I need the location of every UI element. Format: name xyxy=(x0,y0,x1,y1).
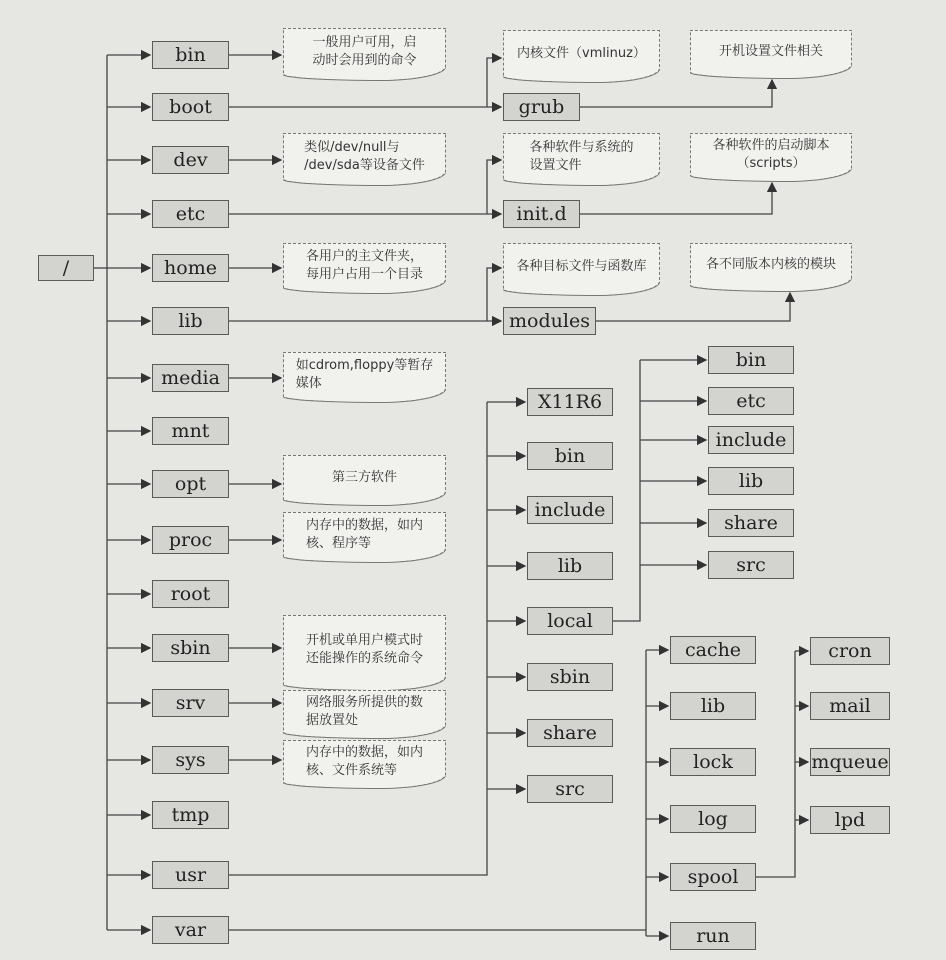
local-child: bin xyxy=(708,346,794,374)
dir-sys: sys xyxy=(152,746,229,774)
note-lib-modules: 各不同版本内核的模块 xyxy=(690,243,852,291)
spool-trunk xyxy=(756,651,795,877)
etc-child-note-connector xyxy=(580,183,772,214)
usr-child: lib xyxy=(527,552,613,580)
spool-child: lpd xyxy=(810,806,890,834)
etc-note-connector xyxy=(487,160,501,214)
dir-boot-grub: grub xyxy=(503,93,580,121)
note-etc-init-d: 各种软件的启动脚本 （scripts） xyxy=(690,133,852,181)
dir-var: var xyxy=(152,916,229,944)
usr-child: sbin xyxy=(527,663,613,691)
usr-child: src xyxy=(527,775,613,803)
note-proc: 内存中的数据，如内 核、程序等 xyxy=(283,512,446,562)
dir-boot: boot xyxy=(152,93,229,121)
spool-child: mqueue xyxy=(810,748,890,776)
local-child: include xyxy=(708,426,794,454)
dir-media: media xyxy=(152,364,229,392)
local-child: share xyxy=(708,509,794,537)
local-child: etc xyxy=(708,387,794,415)
root-directory: / xyxy=(38,255,94,281)
var-child: lib xyxy=(670,692,756,720)
dir-bin: bin xyxy=(152,41,229,69)
var-child: lock xyxy=(670,748,756,776)
local-trunk xyxy=(613,360,640,621)
local-child: src xyxy=(708,551,794,579)
usr-child: X11R6 xyxy=(527,388,613,416)
dir-etc-init-d: init.d xyxy=(503,200,580,228)
usr-child: share xyxy=(527,719,613,747)
usr-child: include xyxy=(527,496,613,524)
usr-child: local xyxy=(527,607,613,635)
note-home: 各用户的主文件夹， 每用户占用一个目录 xyxy=(283,243,446,293)
note-boot-grub: 开机设置文件相关 xyxy=(690,30,852,78)
boot-child-note-connector xyxy=(580,80,772,107)
dir-srv: srv xyxy=(152,689,229,717)
dir-opt: opt xyxy=(152,470,229,498)
dir-tmp: tmp xyxy=(152,801,229,829)
local-child: lib xyxy=(708,467,794,495)
dir-mnt: mnt xyxy=(152,417,229,445)
note-opt: 第三方软件 xyxy=(283,455,446,505)
note-dev: 类似/dev/null与 /dev/sda等设备文件 xyxy=(283,133,446,185)
note-bin: 一般用户可用，启 动时会用到的命令 xyxy=(283,28,446,80)
lib-child-note-connector xyxy=(596,293,790,321)
note-srv: 网络服务所提供的数 据放置处 xyxy=(283,690,446,738)
dir-lib: lib xyxy=(152,307,229,335)
dir-dev: dev xyxy=(152,146,229,174)
note-sys: 内存中的数据，如内 核、文件系统等 xyxy=(283,740,446,788)
note-lib-contents: 各种目标文件与函数库 xyxy=(503,243,660,295)
dir-usr: usr xyxy=(152,861,229,889)
spool-child: mail xyxy=(810,692,890,720)
lib-note-connector xyxy=(487,268,501,321)
dir-sbin: sbin xyxy=(152,634,229,662)
dir-lib-modules: modules xyxy=(503,307,596,335)
var-child: cache xyxy=(670,636,756,664)
var-child: spool xyxy=(670,863,756,891)
note-media: 如cdrom,floppy等暂存 媒体 xyxy=(283,352,446,402)
dir-etc: etc xyxy=(152,200,229,228)
var-child: log xyxy=(670,805,756,833)
note-sbin: 开机或单用户模式时 还能操作的系统命令 xyxy=(283,615,446,690)
usr-child: bin xyxy=(527,442,613,470)
var-child: run xyxy=(670,922,756,950)
dir-proc: proc xyxy=(152,526,229,554)
note-etc-contents: 各种软件与系统的 设置文件 xyxy=(503,133,660,185)
boot-note-connector xyxy=(487,58,501,107)
spool-child: cron xyxy=(810,637,890,665)
note-boot-contents: 内核文件（vmlinuz） xyxy=(503,30,660,82)
dir-root: root xyxy=(152,580,229,608)
dir-home: home xyxy=(152,254,229,282)
